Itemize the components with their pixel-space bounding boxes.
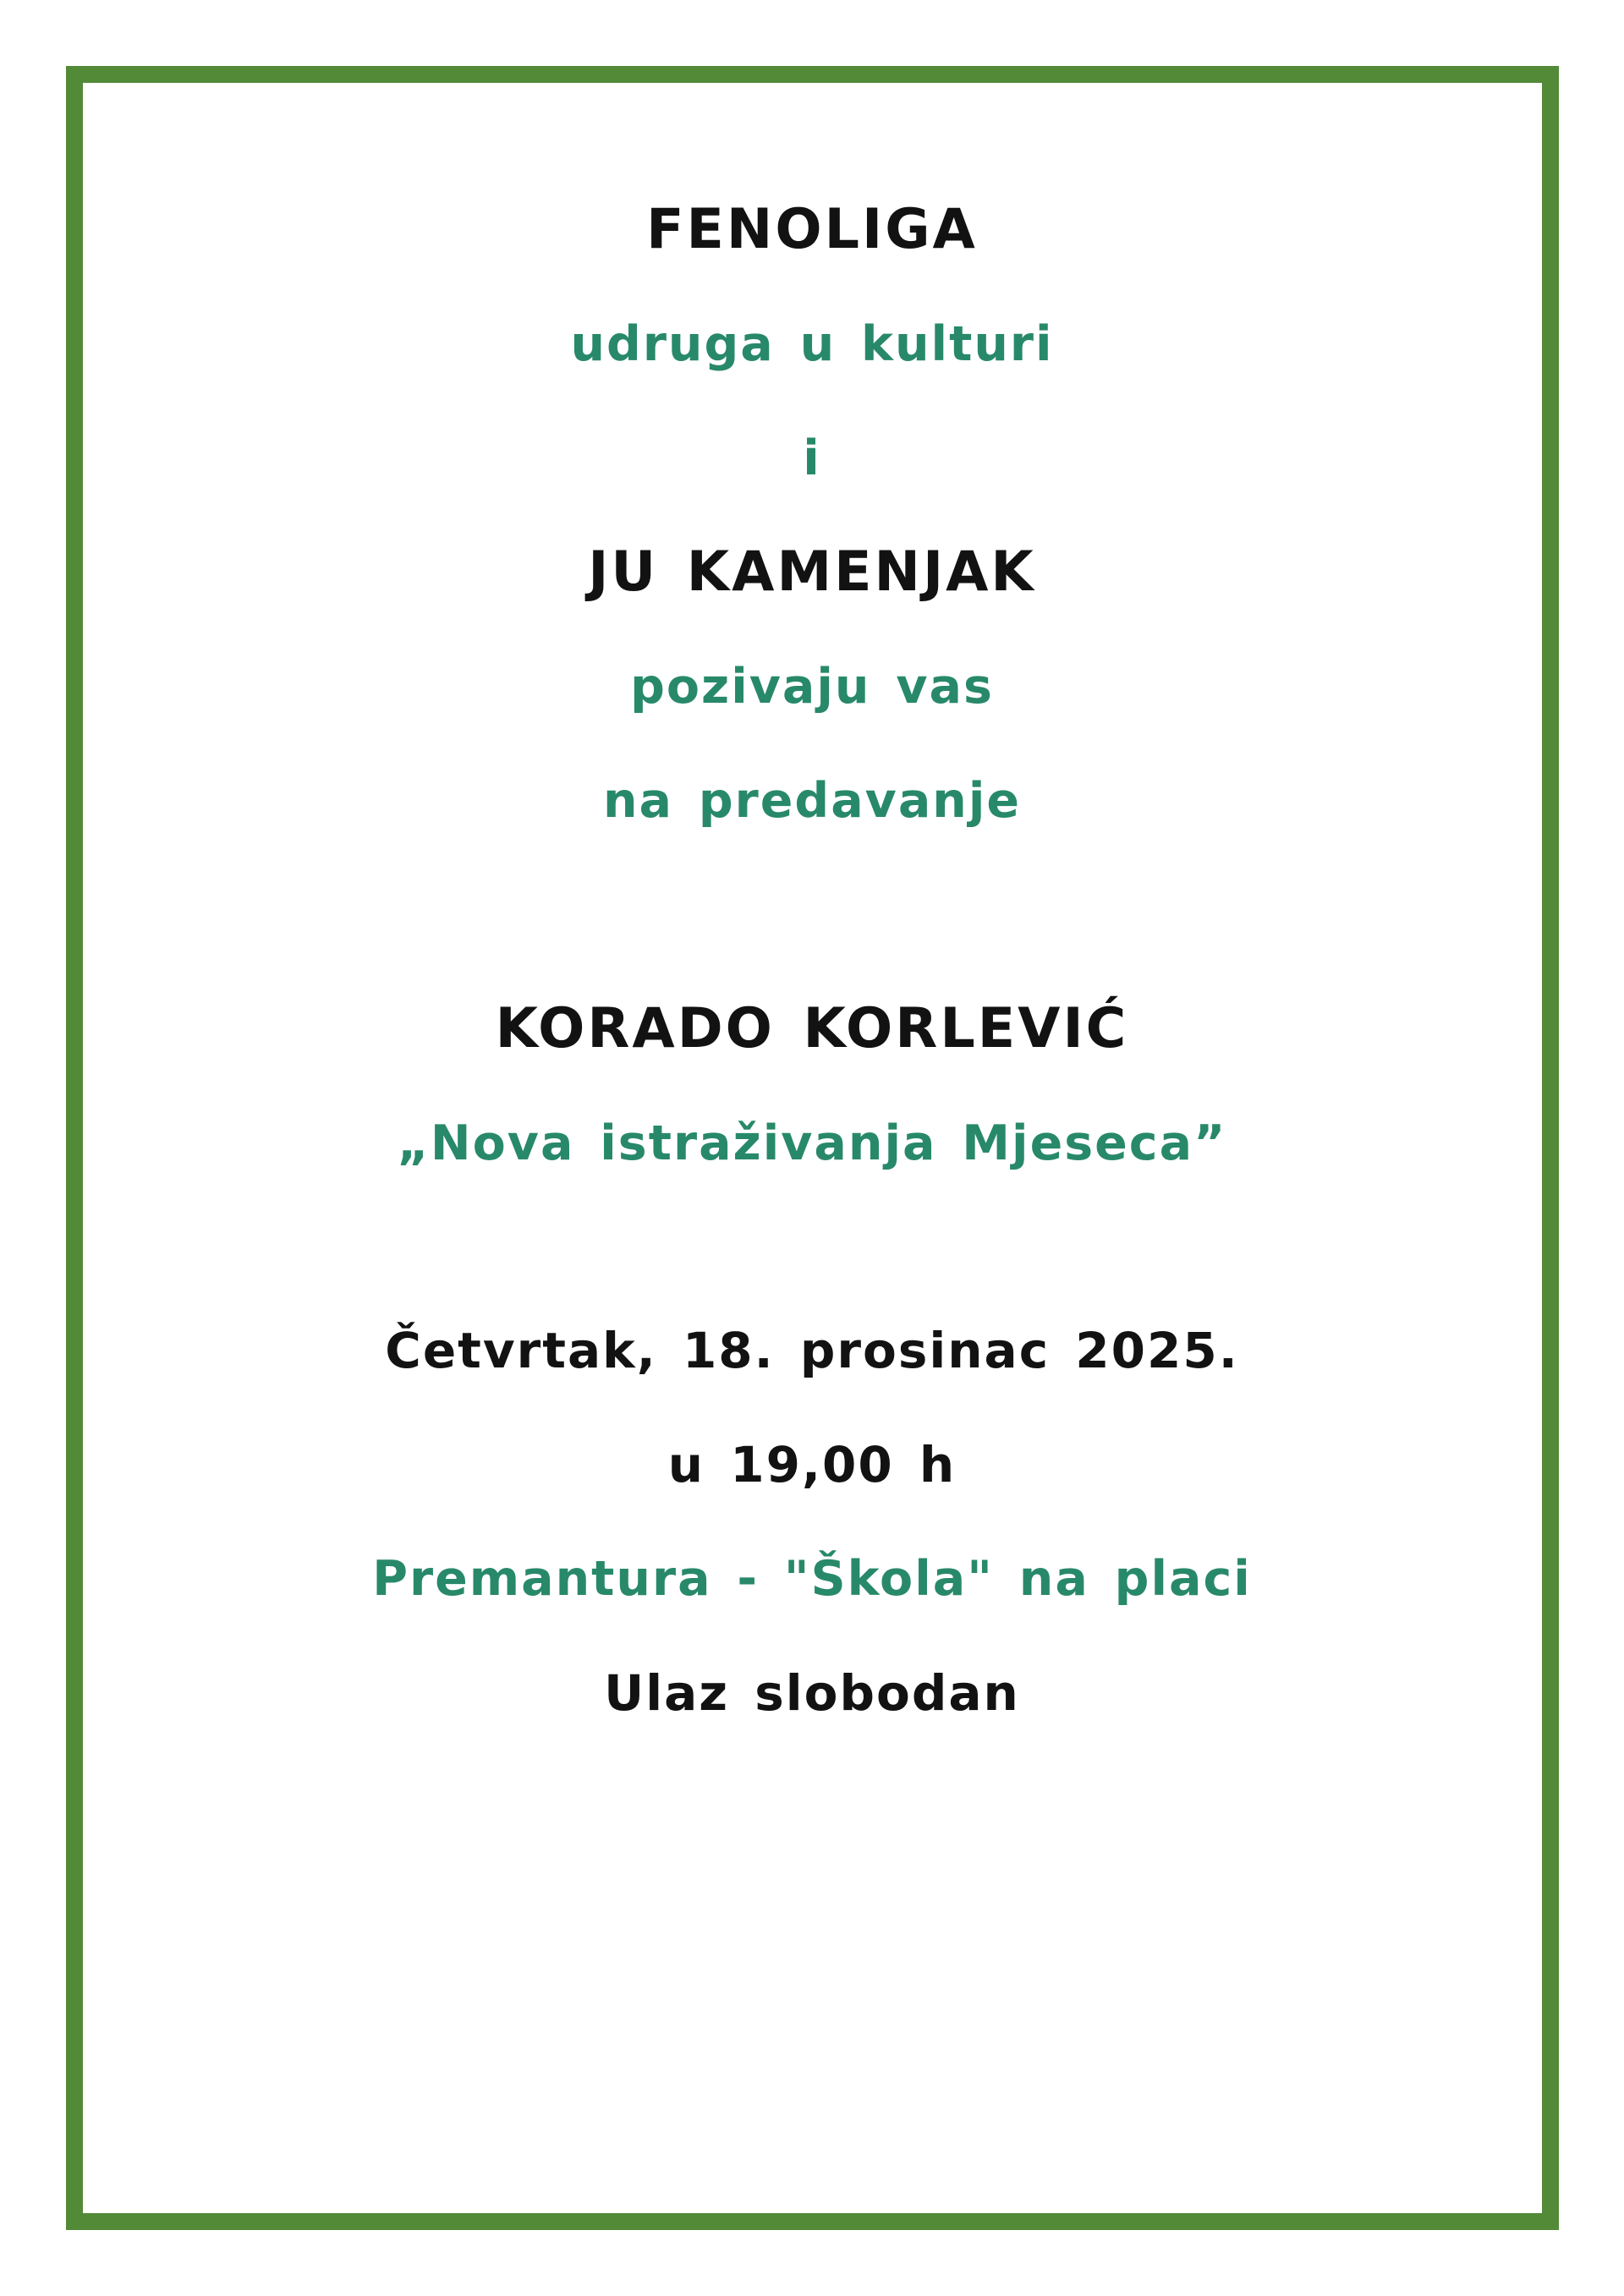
vertical-spacer xyxy=(83,1200,1541,1293)
co-organizer-name: JU KAMENJAK xyxy=(588,540,1036,604)
speaker-name: KORADO KORLEVIĆ xyxy=(495,997,1129,1060)
invite-phrase-line-1: pozivaju vas xyxy=(630,658,994,715)
conjunction-text: i xyxy=(803,430,821,486)
event-time: u 19,00 h xyxy=(667,1435,957,1493)
event-date: Četvrtak, 18. prosinac 2025. xyxy=(385,1321,1239,1379)
vertical-spacer xyxy=(83,858,1541,972)
event-location: Premantura - "Škola" na placi xyxy=(372,1550,1252,1607)
organization-name: FENOLIGA xyxy=(646,198,978,261)
admission-note: Ulaz slobodan xyxy=(604,1663,1020,1722)
invite-phrase-line-2: na predavanje xyxy=(602,772,1022,829)
lecture-title: „Nova istraživanja Mjeseca” xyxy=(397,1115,1227,1171)
invitation-content xyxy=(83,83,1541,1750)
organization-subtitle: udruga u kulturi xyxy=(570,315,1054,372)
